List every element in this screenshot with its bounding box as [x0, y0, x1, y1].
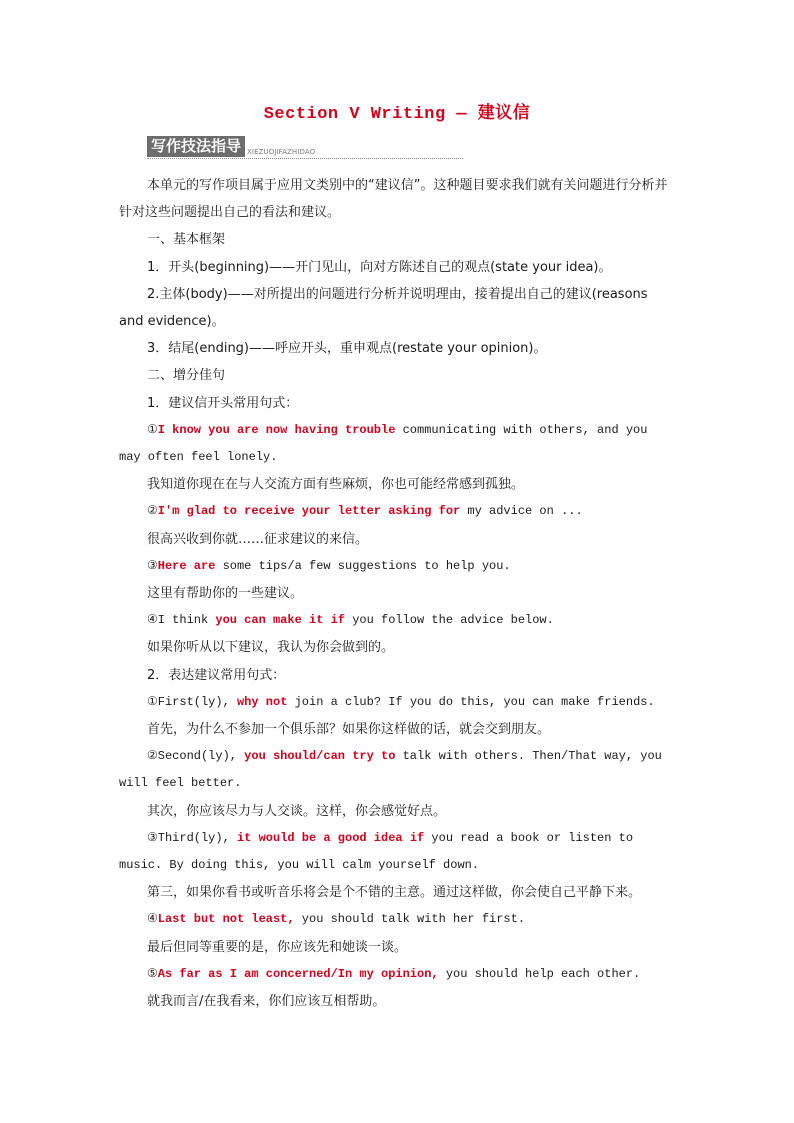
- banner-pinyin: XIEZUOJIFAZHIDAO: [247, 148, 316, 156]
- sentence-suggest-4: ④Last but not least, you should talk with her first.: [147, 912, 526, 927]
- section-banner: [147, 135, 315, 157]
- section-heading-sentences: 二、增分佳句: [147, 368, 226, 384]
- translation-suggest-1: 首先，为什么不参加一个俱乐部？如果你这样做的话，就会交到朋友。: [147, 722, 551, 738]
- page-title: Section V Writing — 建议信: [263, 105, 531, 124]
- translation-opening-4: 如果你听从以下建议，我认为你会做到的。: [147, 640, 395, 656]
- framework-item-3: 3．结尾(ending)——呼应开头，重申观点(restate your opinion)。: [147, 341, 547, 357]
- banner-label: 写作技法指导: [147, 136, 245, 157]
- subheading-suggestions: 2．表达建议常用句式：: [147, 667, 286, 683]
- banner-dotted-line: [147, 158, 463, 159]
- translation-opening-3: 这里有帮助你的一些建议。: [147, 586, 304, 602]
- document-body: [119, 172, 675, 1015]
- translation-suggest-4: 最后但同等重要的是，你应该先和她谈一谈。: [147, 939, 408, 955]
- sentence-suggest-3: ③Third(ly), it would be a good idea if you read a book or listen to music. By doing this, you will calm yourself down.: [119, 830, 634, 873]
- sentence-opening-2: ②I'm glad to receive your letter asking for my advice on ...: [147, 504, 583, 519]
- framework-item-2: 2.主体(body)——对所提出的问题进行分析并说明理由，接着提出自己的建议(reasons and evidence)。: [119, 286, 648, 330]
- sentence-opening-4: ④I think you can make it if you follow the advice below.: [147, 613, 554, 628]
- sentence-suggest-1: ①First(ly), why not join a club? If you do this, you can make friends.: [147, 694, 655, 709]
- sentence-opening-1: ①I know you are now having trouble communicating with others, and you may often feel lonely.: [119, 422, 648, 465]
- framework-item-1: 1．开头(beginning)——开门见山，向对方陈述自己的观点(state your idea)。: [147, 259, 612, 275]
- translation-suggest-3: 第三，如果你看书或听音乐将会是个不错的主意。通过这样做，你会使自己平静下来。: [147, 885, 642, 901]
- subheading-opening: 1．建议信开头常用句式：: [147, 395, 299, 411]
- translation-opening-2: 很高兴收到你就……征求建议的来信。: [147, 531, 369, 547]
- translation-suggest-5: 就我而言/在我看来，你们应该互相帮助。: [147, 994, 386, 1010]
- sentence-suggest-2: ②Second(ly), you should/can try to talk with others. Then/That way, you will feel better.: [119, 749, 662, 791]
- sentence-opening-3: ③Here are some tips/a few suggestions to help you.: [147, 558, 511, 573]
- section-heading-framework: 一、基本框架: [147, 232, 226, 248]
- translation-suggest-2: 其次，你应该尽力与人交谈。这样，你会感觉好点。: [147, 803, 447, 819]
- translation-opening-1: 我知道你现在在与人交流方面有些麻烦，你也可能经常感到孤独。: [147, 477, 525, 493]
- sentence-suggest-5: ⑤As far as I am concerned/In my opinion, you should help each other.: [147, 966, 641, 981]
- intro-paragraph: 本单元的写作项目属于应用文类别中的“建议信”。这种题目要求我们就有关问题进行分析并针对这些问题提出自己的看法和建议。: [119, 178, 668, 221]
